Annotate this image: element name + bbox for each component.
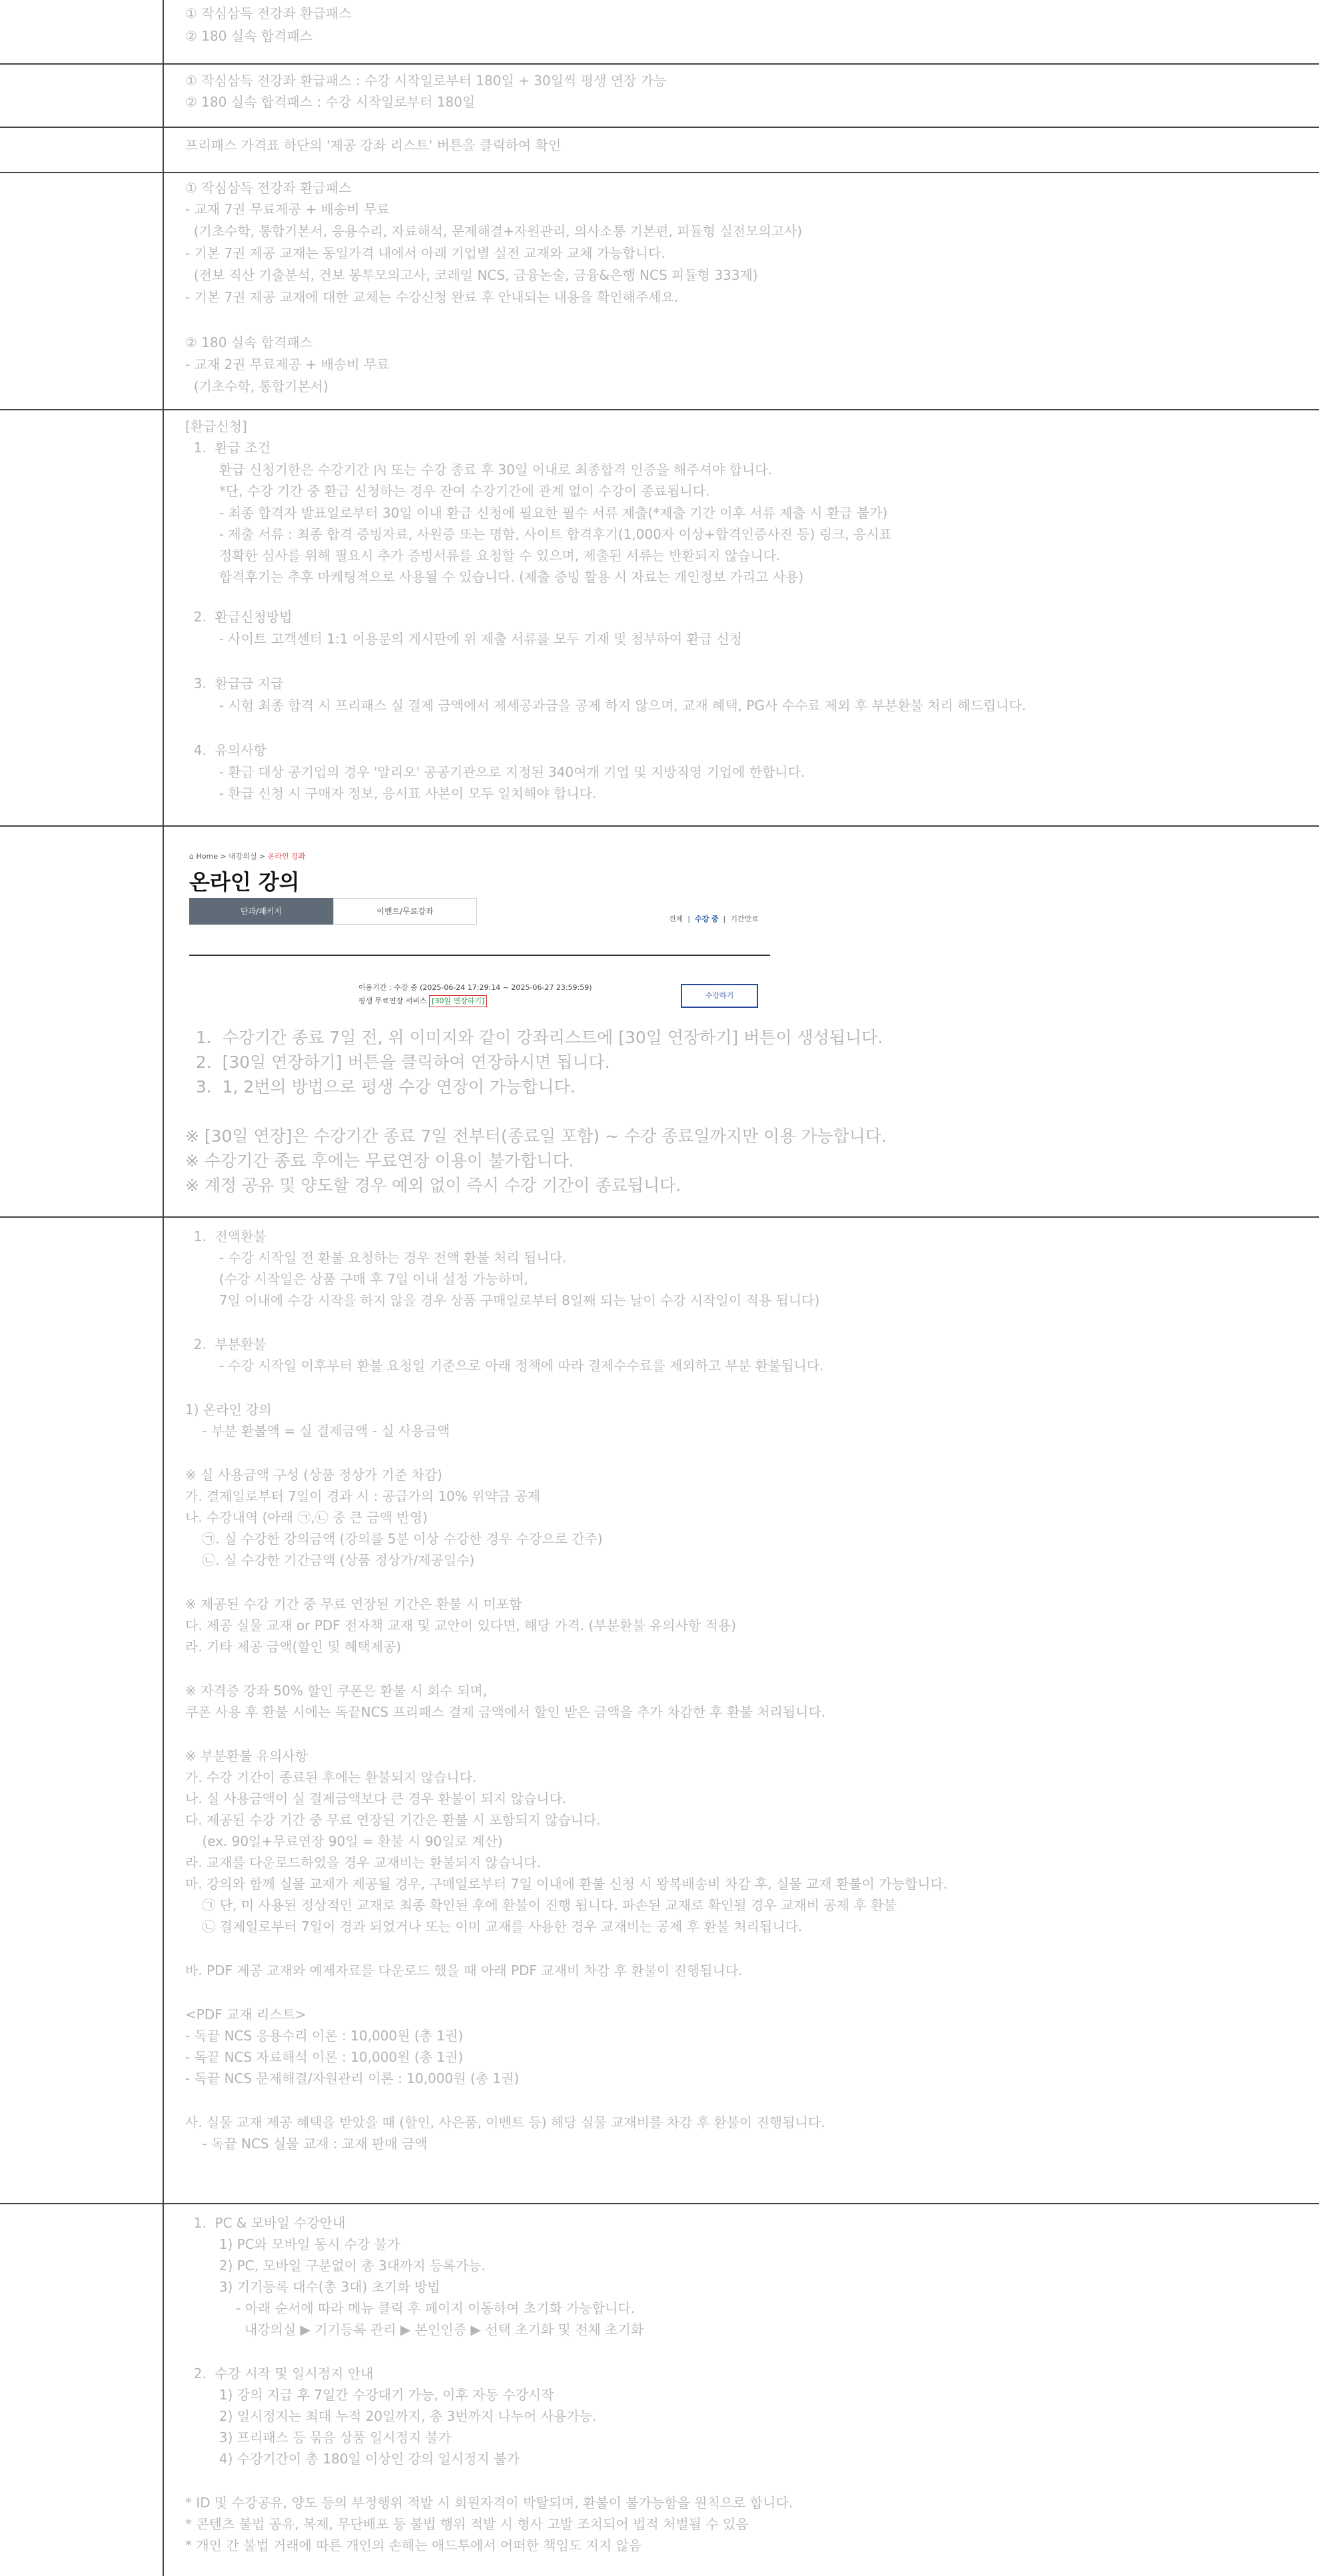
policy-text-line: *단, 수강 기간 중 환급 신청하는 경우 잔여 수강기간에 관계 없이 수강이 종료됩니다. xyxy=(185,483,710,499)
row-header-cell xyxy=(0,0,164,63)
filter-all: 전체 xyxy=(669,915,683,923)
policy-text-line: ㉡. 실 수강한 기간금액 (상품 정상가/제공일수) xyxy=(185,1552,475,1568)
policy-text-line: 사. 실물 교재 제공 혜택을 받았을 때 (할인, 사은품, 이벤트 등) 해당 실물 교재비를 차감 후 환불이 진행됩니다. xyxy=(185,2114,825,2130)
policy-text-line: (기초수학, 통합기본서) xyxy=(185,378,328,394)
policy-text-line: ① 작심삼득 전강좌 환급패스 xyxy=(185,5,352,21)
policy-text-line: [환급신청] xyxy=(185,418,247,434)
policy-text-line: - 기본 7권 제공 교재는 동일가격 내에서 아래 기업별 실전 교재와 교체 가능합니다. xyxy=(185,245,665,261)
policy-row-textbooks xyxy=(0,173,1319,410)
policy-text-line: - 수강 시작일 전 환불 요청하는 경우 전액 환불 처리 됩니다. xyxy=(185,1250,567,1266)
policy-text-line: - 최종 합격자 발표일로부터 30일 이내 환급 신청에 필요한 필수 서류 제출(*제출 기간 이후 서류 제출 시 환급 불가) xyxy=(185,505,888,521)
divider xyxy=(189,955,770,956)
policy-text-line: 1. 수강기간 종료 7일 전, 위 이미지와 같이 강좌리스트에 [30일 연장하기] 버튼이 생성됩니다. xyxy=(185,1028,883,1047)
policy-text-line: (기초수학, 통합기본서, 응용수리, 자료해석, 문제해결+자원관리, 의사소통 기본편, 피듈형 실전모의고사) xyxy=(185,223,803,239)
policy-text-line: ※ [30일 연장]은 수강기간 종료 7일 전부터(종료일 포함) ~ 수강 종료일까지만 이용 가능합니다. xyxy=(185,1126,887,1146)
policy-text-line: (ex. 90일+무료연장 90일 = 환불 시 90일로 계산) xyxy=(185,1833,503,1849)
status-filter xyxy=(669,913,759,924)
policy-text-line: 3. 1, 2번의 방법으로 평생 수강 연장이 가능합니다. xyxy=(185,1077,576,1096)
policy-row-refund-policy xyxy=(0,1218,1319,2204)
page-title: 온라인 강의 xyxy=(189,869,300,895)
policy-text-line: - 기본 7권 제공 교재에 대한 교체는 수강신청 완료 후 안내되는 내용을 확인해주세요. xyxy=(185,289,679,305)
breadcrumb-home: Home xyxy=(196,852,218,861)
policy-text-line: ② 180 실속 합격패스 xyxy=(185,334,313,350)
policy-text-line: 나. 실 사용금액이 실 결제금액보다 큰 경우 환불이 되지 않습니다. xyxy=(185,1791,567,1807)
policy-text-line: - 부분 환불액 = 실 결제금액 - 실 사용금액 xyxy=(185,1423,450,1439)
filter-separator: | xyxy=(718,915,731,923)
policy-text-line: ② 180 실속 합격패스 : 수강 시작일로부터 180일 xyxy=(185,94,476,110)
policy-text-line: 가. 수강 기간이 종료된 후에는 환불되지 않습니다. xyxy=(185,1769,477,1785)
policy-text-line: - 독끝 NCS 실물 교재 : 교재 판매 금액 xyxy=(185,2136,428,2152)
policy-text-line: 1. PC & 모바일 수강안내 xyxy=(185,2215,346,2231)
tab-event-free: 이벤트/무료강좌 xyxy=(333,898,477,925)
policy-row-passes xyxy=(0,0,1319,65)
policy-text-line: - 교재 7권 무료제공 + 배송비 무료 xyxy=(185,201,390,217)
policy-text-line: - 환급 신청 시 구매자 정보, 응시표 사본이 모두 일치해야 합니다. xyxy=(185,785,597,801)
policy-text-line: - 독끝 NCS 응용수리 이론 : 10,000원 (총 1권) xyxy=(185,2028,464,2044)
policy-text-line: 2. [30일 연장하기] 버튼을 클릭하여 연장하시면 됩니다. xyxy=(185,1053,610,1072)
policy-text-line: ※ 제공된 수강 기간 중 무료 연장된 기간은 환불 시 미포함 xyxy=(185,1596,522,1612)
policy-text-line: (수강 시작일은 상품 구매 후 7일 이내 설정 가능하며, xyxy=(185,1271,529,1287)
policy-text-line: 2. 수강 시작 및 일시정지 안내 xyxy=(185,2365,374,2381)
policy-text-line: - 수강 시작일 이후부터 환불 요청일 기준으로 아래 정책에 따라 결제수수료를 제외하고 부분 환불됩니다. xyxy=(185,1358,824,1374)
course-list-screenshot xyxy=(185,827,785,1005)
policy-text-line: - 시험 최종 합격 시 프리패스 실 결제 금액에서 제세공과금을 공제 하지 않으며, 교재 혜택, PG사 수수료 제외 후 부분환불 처리 해드립니다. xyxy=(185,697,1027,713)
policy-text-line: 2) PC, 모바일 구분없이 총 3대까지 등록가능. xyxy=(185,2258,486,2274)
policy-text-line: * 콘텐츠 불법 공유, 복제, 무단배포 등 불법 행위 적발 시 형사 고발 조치되어 법적 처벌될 수 있음 xyxy=(185,2516,749,2532)
policy-text-line: - 독끝 NCS 문제해결/자원관리 이론 : 10,000원 (총 1권) xyxy=(185,2070,520,2086)
policy-text-line: - 독끝 NCS 자료해석 이론 : 10,000원 (총 1권) xyxy=(185,2049,464,2065)
policy-text-line: 바. PDF 제공 교재와 예제자료를 다운로드 했을 때 아래 PDF 교재비 차감 후 환불이 진행됩니다. xyxy=(185,1962,743,1978)
policy-text-line: 3) 프리패스 등 묶음 상품 일시정지 불가 xyxy=(185,2429,452,2445)
policy-text-line: 합격후기는 추후 마케팅적으로 사용될 수 있습니다. (제출 증빙 활용 시 자료는 개인정보 가리고 사용) xyxy=(185,569,804,585)
start-course-button: 수강하기 xyxy=(681,984,758,1008)
filter-separator: | xyxy=(683,915,695,923)
policy-text-line: 4) 수강기간이 총 180일 이상인 강의 일시정지 불가 xyxy=(185,2451,520,2467)
policy-text-line: ㉠ 단, 미 사용된 정상적인 교재로 최종 확인된 후에 환불이 진행 됩니다. 파손된 교재로 확인될 경우 교재비 공제 후 환불 xyxy=(185,1897,897,1913)
policy-text-line: ㉠. 실 수강한 강의금액 (강의를 5분 이상 수강한 경우 수강으로 간주) xyxy=(185,1531,603,1547)
policy-text-line: 마. 강의와 함께 실물 교재가 제공될 경우, 구매일로부터 7일 이내에 환불 신청 시 왕복배송비 차감 후, 실물 교재 환불이 가능합니다. xyxy=(185,1876,948,1892)
policy-text-line: 2. 환급신청방법 xyxy=(185,609,292,625)
row-header-cell xyxy=(0,410,164,825)
policy-text-line: ※ 수강기간 종료 후에는 무료연장 이용이 불가합니다. xyxy=(185,1151,574,1170)
row-header-cell xyxy=(0,827,164,1216)
policy-text-line: 2) 일시정지는 최대 누적 20일까지, 총 3번까지 나누어 사용가능. xyxy=(185,2408,597,2424)
policy-text-line: 1) 강의 지급 후 7일간 수강대기 가능, 이후 자동 수강시작 xyxy=(185,2387,554,2403)
policy-text-line: ① 작심삼득 전강좌 환급패스 : 수강 시작일로부터 180일 + 30일씩 평생 연장 가능 xyxy=(185,73,667,89)
policy-text-line: 1. 전액환불 xyxy=(185,1228,266,1244)
tab-single-package: 단과/패키지 xyxy=(189,898,333,925)
policy-text-line: 다. 제공된 수강 기간 중 무료 연장된 기간은 환불 시 포함되지 않습니다. xyxy=(185,1812,601,1828)
policy-row-course-list xyxy=(0,128,1319,173)
policy-text-line: 3) 기기등록 대수(총 3대) 초기화 방법 xyxy=(185,2279,440,2295)
policy-text-line: 라. 교재를 다운로드하였을 경우 교재비는 환불되지 않습니다. xyxy=(185,1855,541,1871)
policy-text-line: 가. 결제일로부터 7일이 경과 시 : 공급가의 10% 위약금 공제 xyxy=(185,1488,541,1504)
row-header-cell xyxy=(0,65,164,127)
policy-text-line: * ID 및 수강공유, 양도 등의 부정행위 적발 시 회원자격이 박탈되며, 환불이 불가능함을 원칙으로 합니다. xyxy=(185,2495,793,2511)
policy-row-refund-request xyxy=(0,410,1319,827)
home-icon: ⌂ xyxy=(189,852,197,861)
policy-text-line: 2. 부분환불 xyxy=(185,1336,266,1352)
policy-text-line: 내강의실 ▶ 기기등록 관리 ▶ 본인인증 ▶ 선택 초기화 및 전체 초기화 xyxy=(185,2322,644,2338)
policy-text-line: - 사이트 고객센터 1:1 이용문의 게시판에 위 제출 서류를 모두 기재 및 첨부하여 환급 신청 xyxy=(185,631,743,647)
course-info xyxy=(358,981,592,1008)
breadcrumb-current: 온라인 강좌 xyxy=(267,852,306,861)
policy-text-line: 나. 수강내역 (아래 ㉠,㉡ 중 큰 금액 반영) xyxy=(185,1509,428,1525)
policy-text-line: - 제출 서류 : 최종 합격 증빙자료, 사원증 또는 명함, 사이트 합격후기(1,000자 이상+합격인증사진 등) 링크, 응시표 xyxy=(185,526,892,542)
policy-text-line: 프리패스 가격표 하단의 '제공 강좌 리스트' 버튼을 클릭하여 확인 xyxy=(185,137,562,153)
usage-period: 이용기간 : 수강 중 (2025-06-24 17:29:14 ~ 2025-06-27 23:59:59) xyxy=(358,983,592,992)
row-header-cell xyxy=(0,173,164,409)
policy-text-line: ① 작심삼득 전강좌 환급패스 xyxy=(185,180,352,196)
row-header-cell xyxy=(0,2204,164,2576)
policy-text-line: 3. 환급금 지급 xyxy=(185,675,284,691)
policy-text-line: 다. 제공 실물 교재 or PDF 전자책 교재 및 교안이 있다면, 해당 가격. (부분환불 유의사항 적용) xyxy=(185,1617,737,1633)
policy-text-line: 라. 기타 제공 금액(할인 및 혜택제공) xyxy=(185,1639,402,1655)
policy-text-line: <PDF 교재 리스트> xyxy=(185,2006,306,2022)
filter-in-progress: 수강 중 xyxy=(694,915,719,923)
policy-text-line: ※ 자격증 강좌 50% 할인 쿠폰은 환불 시 회수 되며, xyxy=(185,1683,488,1699)
policy-text-line: ※ 실 사용금액 구성 (상품 정상가 기준 차감) xyxy=(185,1467,442,1483)
extend-30-days-badge: [30일 연장하기] xyxy=(429,995,487,1007)
policy-text-line: ㉡ 결제일로부터 7일이 경과 되었거나 또는 이미 교재를 사용한 경우 교재비는 공제 후 환불 처리됩니다. xyxy=(185,1919,803,1934)
policy-text-line: 1) PC와 모바일 동시 수강 불가 xyxy=(185,2236,400,2252)
filter-expired: 기간만료 xyxy=(730,915,759,923)
policy-text-line: * 개인 간 불법 거래에 따른 개인의 손해는 애드투에서 어떠한 책임도 지지 않음 xyxy=(185,2537,642,2553)
policy-text-line: 정확한 심사를 위해 필요시 추가 증빙서류를 요청할 수 있으며, 제출된 서류는 반환되지 않습니다. xyxy=(185,548,781,564)
policy-text-line: - 아래 순서에 따라 메뉴 클릭 후 페이지 이동하여 초기화 가능합니다. xyxy=(185,2300,636,2316)
policy-text-line: 환급 신청기한은 수강기간 內 또는 수강 종료 후 30일 이내로 최종합격 인증을 해주셔야 합니다. xyxy=(185,462,772,478)
policy-text-line: ※ 계정 공유 및 양도할 경우 예외 없이 즉시 수강 기간이 종료됩니다. xyxy=(185,1176,681,1195)
row-header-cell xyxy=(0,128,164,172)
breadcrumb-mid: > 내강의실 > xyxy=(217,852,268,861)
policy-text-line: 4. 유의사항 xyxy=(185,742,266,758)
policy-text-line: 쿠폰 사용 후 환불 시에는 독끝NCS 프리패스 결제 금액에서 할인 받은 금액을 추가 차감한 후 환불 처리됩니다. xyxy=(185,1704,826,1720)
policy-row-period xyxy=(0,65,1319,128)
policy-text-line: 1) 온라인 강의 xyxy=(185,1402,272,1418)
policy-row-usage-guide xyxy=(0,2204,1319,2576)
policy-row-extension xyxy=(0,827,1319,1218)
policy-text-line: 7일 이내에 수강 시작을 하지 않을 경우 상품 구매일로부터 8일째 되는 날이 수강 시작일이 적용 됩니다) xyxy=(185,1292,820,1308)
row-header-cell xyxy=(0,1218,164,2203)
breadcrumb xyxy=(189,851,306,861)
policy-text-line: (전보 직산 기출분석, 건보 봉투모의고사, 코레일 NCS, 금융논술, 금융&은행 NCS 피듈형 333제) xyxy=(185,267,758,283)
free-extension-label: 평생 무료연장 서비스 xyxy=(358,997,430,1005)
policy-text-line: ※ 부분환불 유의사항 xyxy=(185,1748,308,1764)
policy-text-line: 1. 환급 조건 xyxy=(185,440,271,456)
policy-text-line: ② 180 실속 합격패스 xyxy=(185,28,313,44)
policy-text-line: - 환급 대상 공기업의 경우 '알리오' 공공기관으로 지정된 340여개 기업 및 지방직영 기업에 한합니다. xyxy=(185,764,805,780)
policy-text-line: - 교재 2권 무료제공 + 배송비 무료 xyxy=(185,356,390,372)
